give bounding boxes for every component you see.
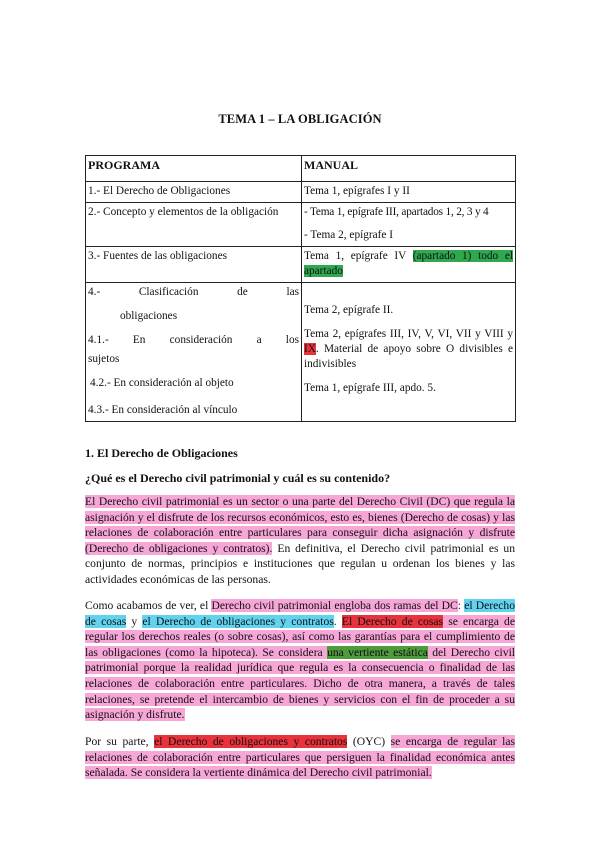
row3-manual <box>302 247 516 283</box>
row4-manual-r2 <box>304 327 513 372</box>
row4-manual-r2-tail: . Material de apoyo sobre O divisibles e indivisibles <box>304 343 513 370</box>
row4-line6: 4.3.- En consideración al vínculo <box>88 404 238 416</box>
p1-highlight: El Derecho civil patrimonial es un sector o una parte del Derecho Civil (DC) que regula la asignación y el disfrute de los recursos económicos, esto es, bienes (Derecho de cosas) y las relaciones de colaboración entre particulares para conseguir dicha asignación y disfrute (Derecho de obligaciones y contratos). <box>85 495 515 555</box>
row4-line2: obligaciones <box>120 310 178 322</box>
row3-programa: 3.- Fuentes de las obligaciones <box>86 247 302 283</box>
row2-manual <box>302 203 516 247</box>
header-manual: MANUAL <box>302 156 516 182</box>
p2-text-a: Como acabamos de ver, el <box>85 599 212 612</box>
table-header-row <box>86 156 516 182</box>
p2-highlight-i: se encarga de regular los derechos reales (o sobre cosas), así como las garantías para el cumplimiento de las obligaciones (como la hipoteca). Se considera <box>85 614 515 659</box>
row4-line4: sujetos <box>88 353 120 365</box>
row4-manual-r2-text: Tema 2, epígrafes III, IV, V, VI, VII y VIII y <box>304 328 513 340</box>
table-row <box>86 182 516 203</box>
row4-line1: 4.- Clasificación de las <box>88 286 299 298</box>
program-table <box>85 155 516 422</box>
row4-line3: 4.1.- En consideración a los <box>88 334 299 346</box>
section-question: ¿Qué es el Derecho civil patrimonial y cuál es su contenido? <box>85 471 391 485</box>
row3-highlight: (apartado 1) todo el apartado <box>304 250 513 277</box>
p2-highlight-d: el Derecho de cosas <box>85 599 516 628</box>
row2-programa: 2.- Concepto y elementos de la obligación <box>86 203 302 247</box>
paragraph-3 <box>85 734 515 781</box>
table-row <box>86 203 516 247</box>
p2-text-c: : <box>457 599 465 612</box>
paragraph-1 <box>85 494 515 588</box>
p3-highlight-d: se encarga de regular las relaciones de colaboración entre particulares que persiguen la finalidad económica antes señalada. Se considera la vertiente dinámica del Derecho civil patrimonial. <box>85 735 516 780</box>
row4-manual-r1: Tema 2, epígrafe II. <box>304 304 394 316</box>
row2-manual-line-b: - Tema 2, epígrafe I <box>304 229 394 241</box>
p2-highlight-k: del Derecho civil patrimonial porque la realidad jurídica que regula es la consecuencia o finalidad de las relaciones de colaboración entre particulares. Dicho de otra manera, a través de tales relaciones, se pretende el intercambio de bienes y servicios con el fin de proceder a su asignación y disfrute. <box>85 645 516 722</box>
p2-text-e: y <box>126 614 143 628</box>
row4-programa <box>86 283 302 422</box>
row4-line5: 4.2.- En consideración al objeto <box>90 377 234 389</box>
row4-manual-r3: Tema 1, epígrafe III, apdo. 5. <box>304 382 436 394</box>
table-row <box>86 247 516 283</box>
p2-highlight-b: Derecho civil patrimonial engloba dos ramas del DC <box>211 599 458 612</box>
section-heading: 1. El Derecho de Obligaciones <box>85 446 238 460</box>
row1-programa: 1.- El Derecho de Obligaciones <box>86 182 302 203</box>
row1-manual: Tema 1, epígrafes I y II <box>302 182 516 203</box>
table-row <box>86 283 516 422</box>
p1-text: En definitiva, el Derecho civil patrimonial es un conjunto de normas, principios e instituciones que regulan u ordenan los bienes y las actividades económicas de las personas. <box>85 541 515 586</box>
p2-highlight-f: el Derecho de obligaciones y contratos <box>142 614 334 628</box>
page-title: TEMA 1 – LA OBLIGACIÓN <box>218 112 382 126</box>
row4-highlight-ix: IX <box>304 343 316 355</box>
row3-manual-text: Tema 1, epígrafe IV <box>304 250 413 262</box>
p2-text-g: . <box>333 614 342 628</box>
header-programa: PROGRAMA <box>86 156 302 182</box>
p3-highlight-b: el Derecho de obligaciones y contratos <box>154 735 348 748</box>
p2-highlight-h: El Derecho de cosas <box>341 614 444 628</box>
p2-highlight-j: una vertiente estática <box>327 645 428 659</box>
row2-manual-line-a: - Tema 1, epígrafe III, apartados 1, 2, 3 y 4 <box>304 206 489 218</box>
paragraph-2 <box>85 598 515 723</box>
row4-manual <box>302 283 516 422</box>
p3-text-c: (OYC) <box>347 735 391 748</box>
p3-text-a: Por su parte, <box>85 735 155 748</box>
